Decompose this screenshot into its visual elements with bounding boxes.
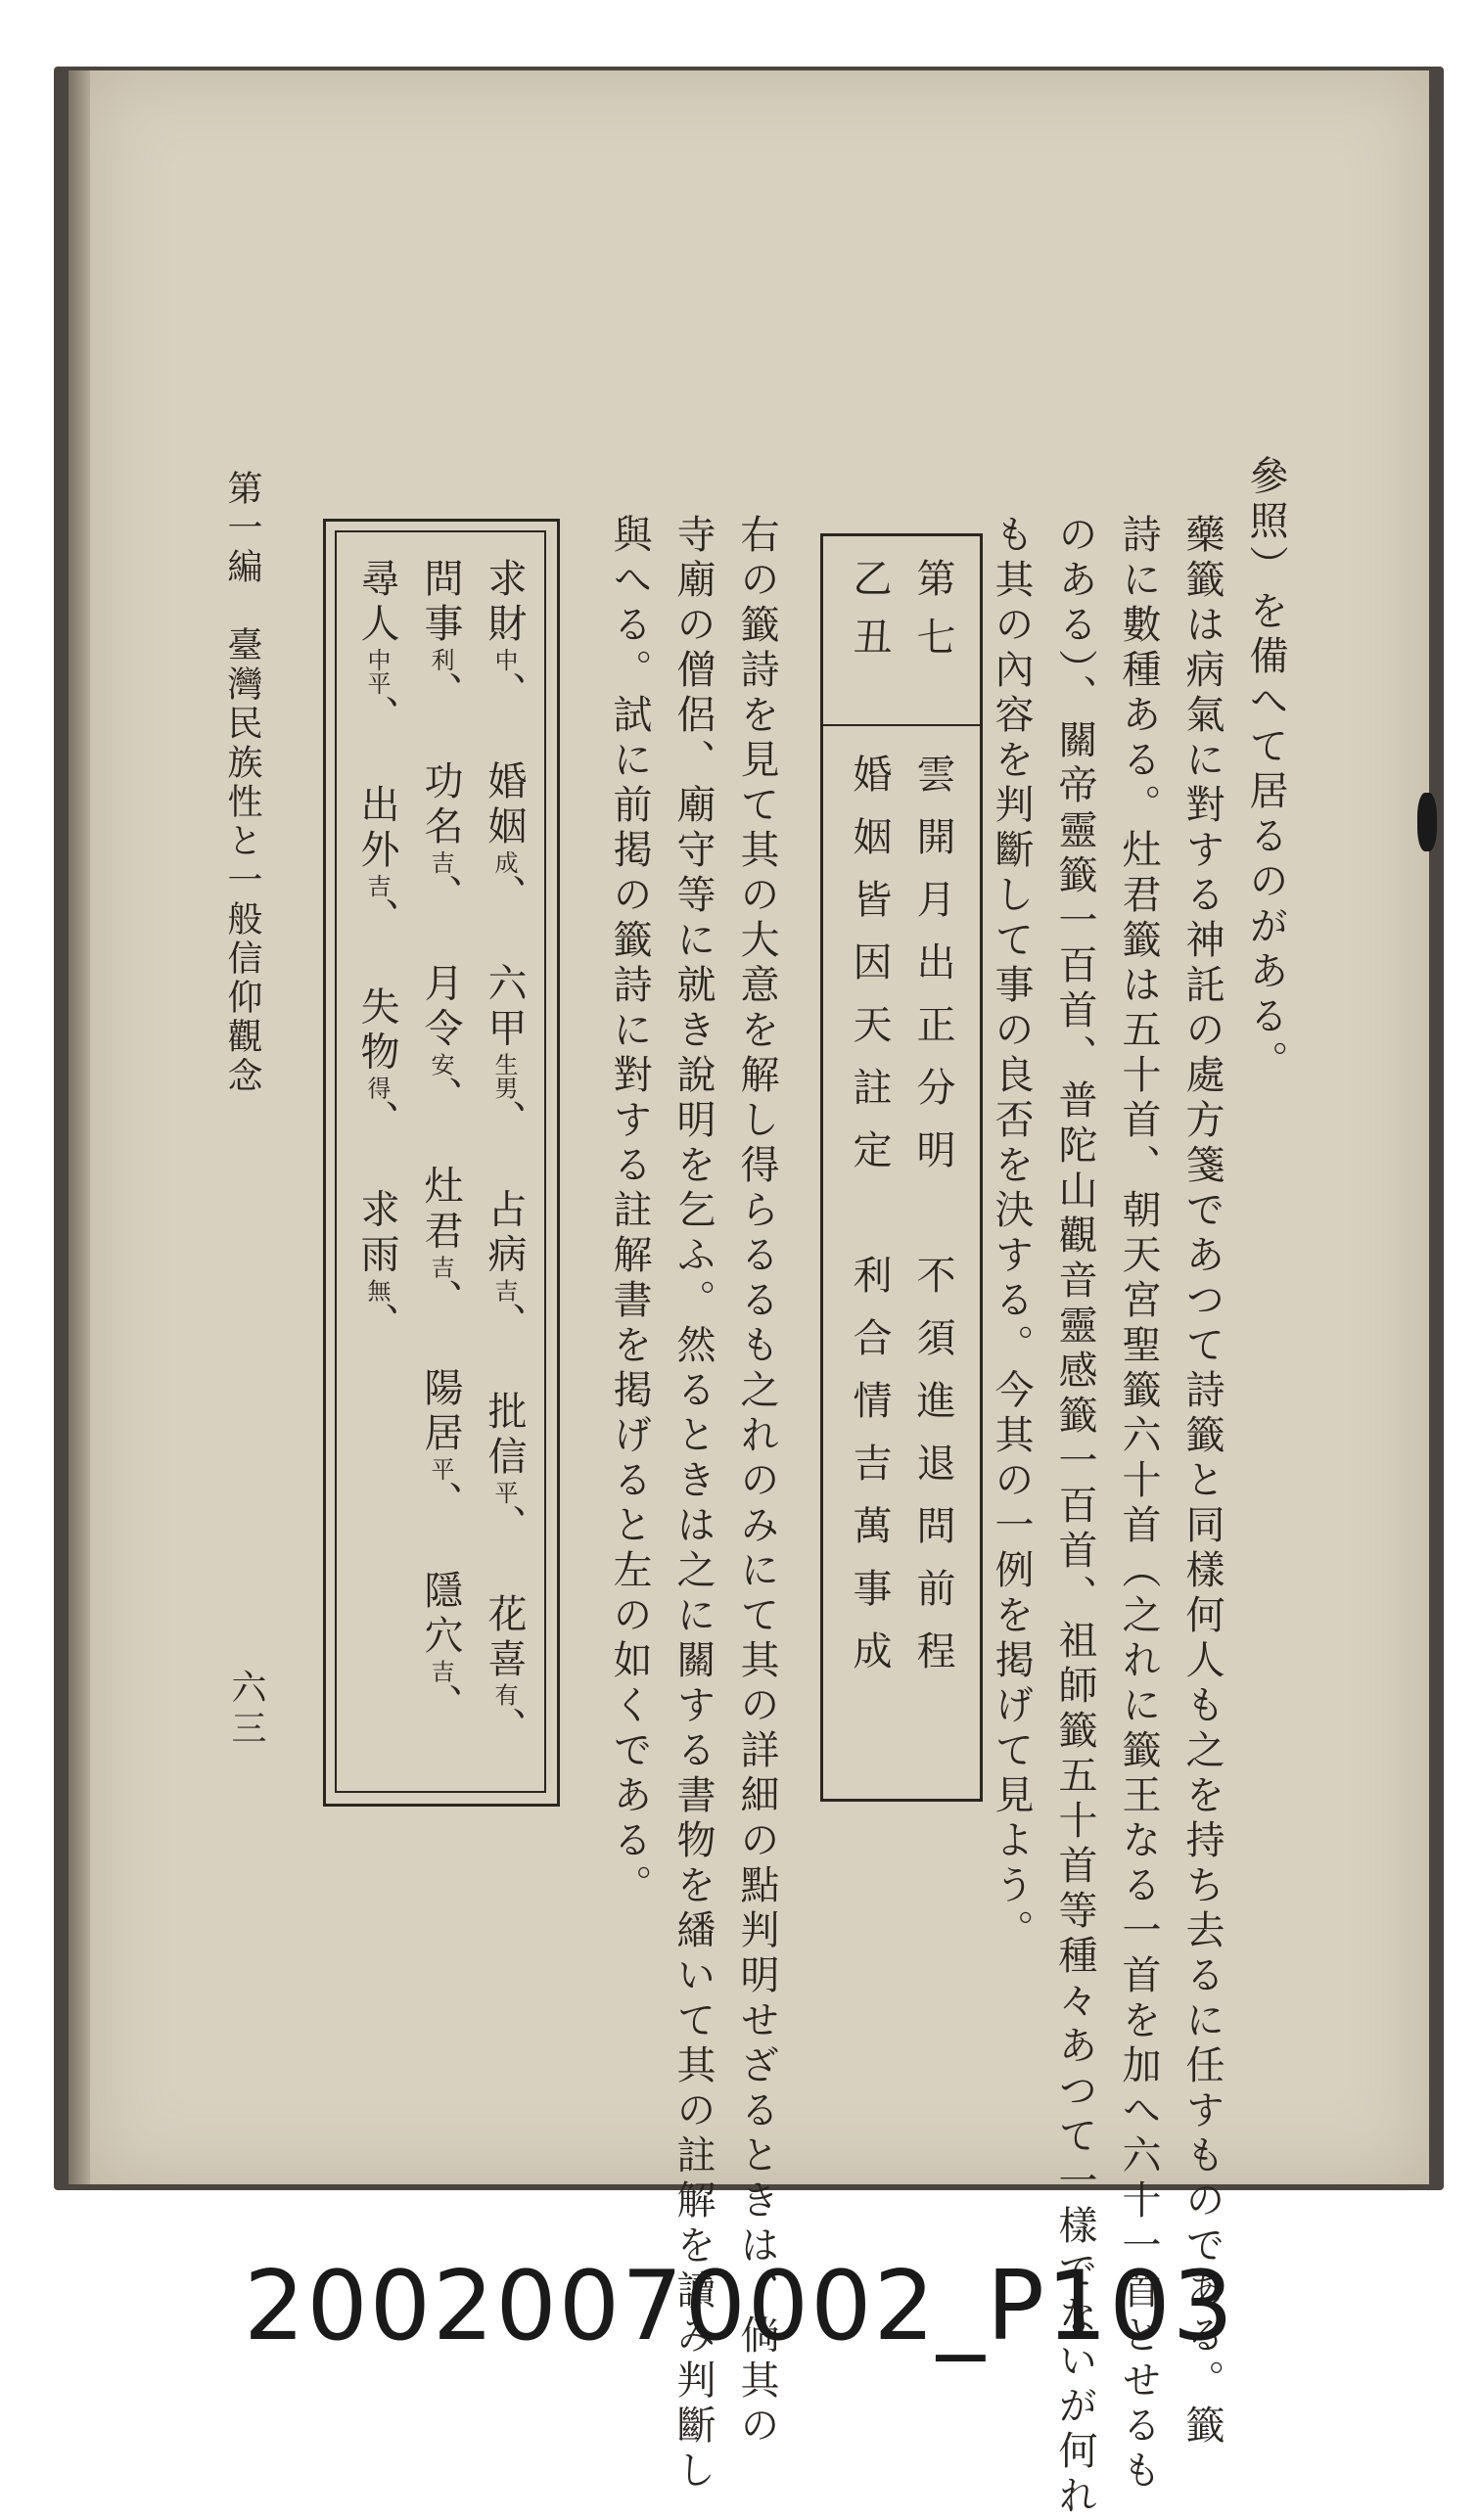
commentary-item: 月令 bbox=[418, 962, 463, 1053]
commentary-item: 陽居 bbox=[418, 1366, 463, 1457]
body-column-3: 詩に數種ある。灶君籤は五十首、朝天宮聖籤六十首（之れに籤王なる一首を加へ六十一首とせるも bbox=[1116, 514, 1161, 2495]
commentary-result: 中平 bbox=[363, 648, 391, 695]
commentary-result: 得 bbox=[363, 1076, 391, 1100]
commentary-item: 灶君 bbox=[418, 1165, 463, 1256]
commentary-result: 中 bbox=[490, 648, 518, 671]
fortune-verse-2: 婚姻皆因天註定 利合情吉萬事成 bbox=[847, 754, 892, 1693]
commentary-result: 安 bbox=[427, 1052, 454, 1077]
commentary-result: 成 bbox=[490, 849, 518, 874]
body-column-1: 參照）を備へて居るのがある。 bbox=[1243, 455, 1288, 1085]
page-edge bbox=[69, 70, 92, 2184]
ink-blot bbox=[1417, 793, 1437, 851]
commentary-result: 利 bbox=[427, 648, 454, 671]
fortune-verse-1: 雲開月出正分明 不須進退問前程 bbox=[910, 754, 955, 1693]
commentary-result: 吉 bbox=[427, 1255, 454, 1279]
after-column-1: 右の籤詩を見て其の大意を解し得らるるも之れのみにて其の詳細の點判明せざるときは、倘其の bbox=[734, 514, 779, 2450]
commentary-item: 問事 bbox=[418, 558, 463, 648]
commentary-column-1: 求財中、 婚姻成、 六甲生男、 占病吉、 批信平、 花喜有、 bbox=[482, 558, 527, 1752]
commentary-item: 求雨 bbox=[354, 1188, 399, 1279]
commentary-column-3: 尋人中平、 出外吉、 失物得、 求雨無、 bbox=[354, 558, 399, 1348]
commentary-item: 占病 bbox=[482, 1188, 527, 1279]
commentary-item: 尋人 bbox=[354, 558, 399, 648]
commentary-item: 求財 bbox=[482, 558, 527, 648]
fortune-stem: 乙丑 bbox=[847, 558, 892, 675]
body-column-5: も其の內容を判斷して事の良否を決する。今其の一例を掲げて見よう。 bbox=[989, 514, 1034, 1954]
commentary-result: 吉 bbox=[427, 1659, 454, 1683]
catalog-id: 20020070002_P103 bbox=[243, 2251, 1235, 2362]
commentary-item: 六甲 bbox=[482, 962, 527, 1053]
commentary-item: 批信 bbox=[482, 1390, 527, 1481]
commentary-item: 出外 bbox=[354, 783, 399, 874]
commentary-column-2: 問事利、 功名吉、 月令安、 灶君吉、 陽居平、 隱穴吉、 bbox=[418, 558, 463, 1728]
commentary-result: 平 bbox=[490, 1480, 518, 1504]
commentary-result: 吉 bbox=[427, 849, 454, 874]
commentary-result: 生男 bbox=[490, 1052, 518, 1100]
commentary-item: 隱穴 bbox=[418, 1569, 463, 1660]
after-column-3: 與へる。試に前掲の籤詩に對する註解書を掲げると左の如くである。 bbox=[607, 514, 652, 1909]
commentary-result: 無 bbox=[363, 1278, 391, 1303]
commentary-result: 吉 bbox=[363, 873, 391, 897]
after-column-2: 寺廟の僧侶、廟守等に就き說明を乞ふ。然るときは之に關する書物を繙いて其の註解を讀み判斷し bbox=[670, 514, 716, 2495]
fortune-number: 第七 bbox=[910, 558, 955, 675]
commentary-result: 平 bbox=[427, 1456, 454, 1481]
commentary-item: 花喜 bbox=[482, 1592, 527, 1683]
running-head: 第一編 臺灣民族性と一般信仰觀念 bbox=[222, 470, 262, 1096]
commentary-result: 吉 bbox=[490, 1278, 518, 1303]
commentary-item: 功名 bbox=[418, 759, 463, 850]
body-column-4: のある）、關帝靈籤一百首、普陀山觀音靈感籤一百首、祖師籤五十首等種々あつて一樣でないが何れ bbox=[1052, 514, 1097, 2520]
fortune-box-divider bbox=[820, 724, 980, 726]
page-number: 六三 bbox=[226, 1669, 266, 1751]
commentary-item: 婚姻 bbox=[482, 759, 527, 850]
commentary-item: 失物 bbox=[354, 985, 399, 1077]
commentary-result: 有 bbox=[490, 1682, 518, 1707]
body-column-2: 藥籤は病氣に對する神託の處方箋であつて詩籤と同樣何人も之を持ち去るに任すものである。籤 bbox=[1179, 514, 1225, 2450]
